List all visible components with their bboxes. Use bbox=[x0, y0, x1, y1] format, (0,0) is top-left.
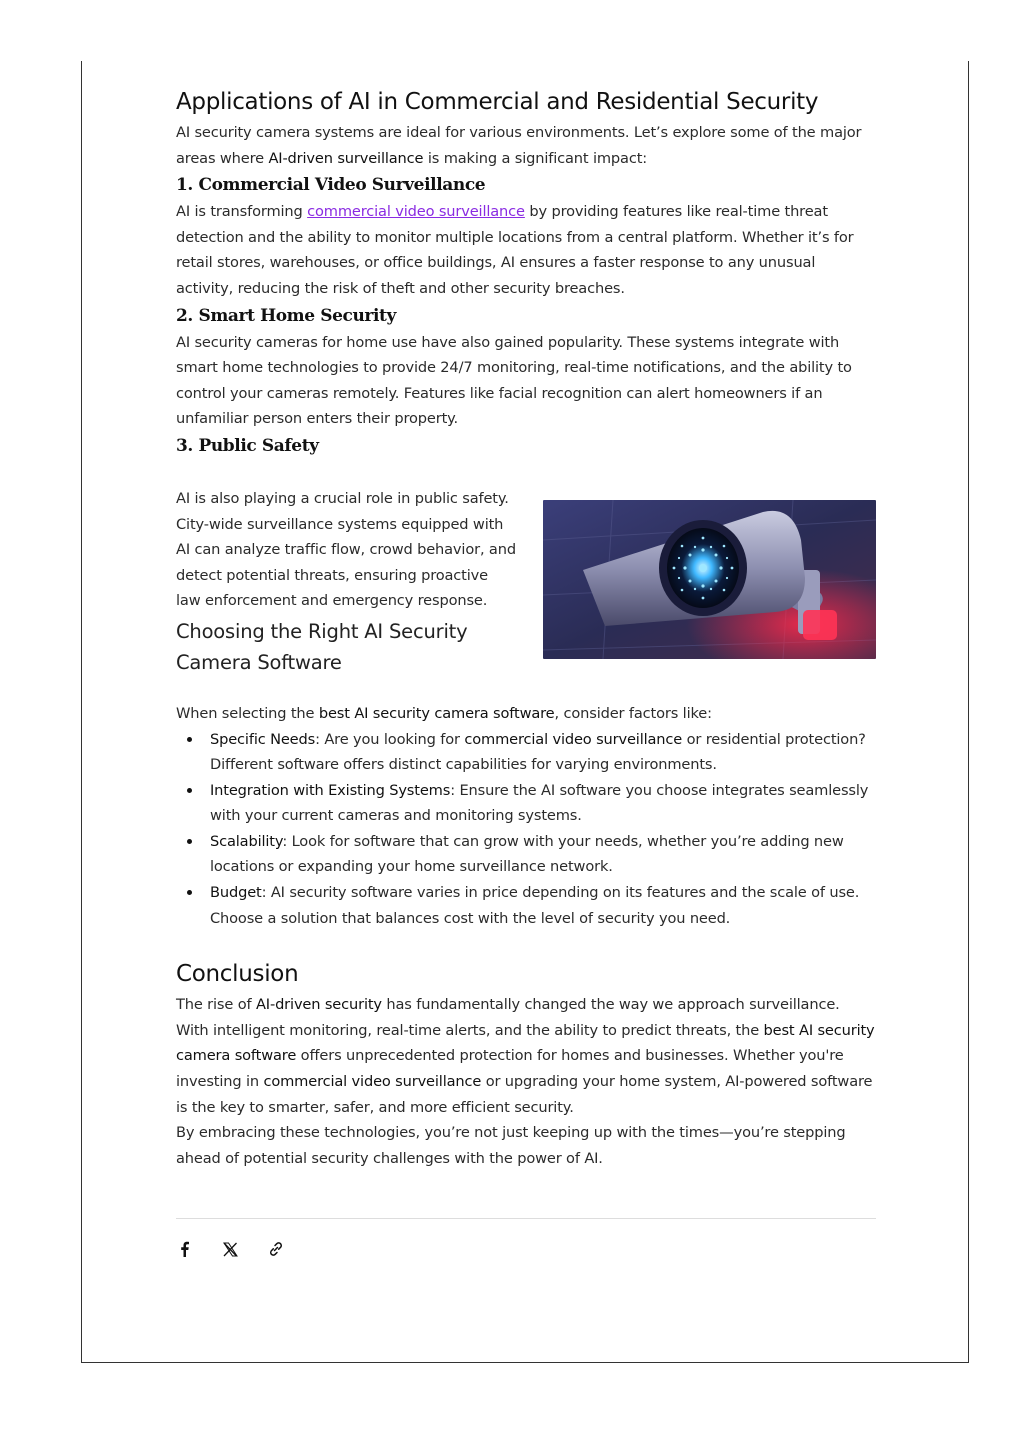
article-content bbox=[176, 84, 876, 1259]
commercial-paragraph bbox=[176, 199, 876, 301]
security-camera-image bbox=[543, 500, 876, 659]
spacer bbox=[176, 460, 876, 486]
factors-list bbox=[176, 727, 876, 932]
list-item bbox=[210, 829, 876, 880]
conclusion-heading: Conclusion bbox=[176, 961, 299, 988]
public-safety-paragraph: AI is also playing a crucial role in public safety. City-wide surveillance systems equipped with AI can analyze traffic flow, crowd behavior, and detect potential threats, ensuring proactive law enforcement and emergency response. bbox=[176, 489, 516, 610]
factor-title: Scalability bbox=[210, 832, 283, 850]
conclusion-strong: best AI security camera software bbox=[176, 1021, 875, 1065]
factor-text: : Ensure the AI software you choose integrates seamlessly with your current cameras and monitoring systems. bbox=[210, 781, 869, 825]
share-bar bbox=[176, 1239, 876, 1259]
factor-text: : AI security software varies in price depending on its features and the scale of use. Choose a solution that balances cost with the level of security you need. bbox=[210, 884, 860, 927]
choosing-text-end: , consider factors like: bbox=[554, 704, 712, 722]
conclusion-text: offers unprecedented protection for homes and businesses. Whether you're investing in bbox=[176, 1047, 844, 1091]
intro-text-end: is making a significant impact: bbox=[423, 149, 648, 167]
commercial-text: AI is transforming bbox=[176, 203, 308, 221]
conclusion-strong: commercial video surveillance bbox=[263, 1073, 482, 1091]
factor-title: Integration with Existing Systems bbox=[210, 781, 451, 799]
choosing-strong: best AI security camera software bbox=[318, 704, 555, 722]
list-item bbox=[210, 778, 876, 829]
conclusion-text: or upgrading your home system, AI-powered software is the key to smarter, safer, and more efficient security. bbox=[176, 1073, 873, 1116]
subheading-commercial: 1. Commercial Video Surveillance bbox=[176, 175, 486, 196]
conclusion-text: has fundamentally changed the way we approach surveillance. With intelligent monitoring, real-time alerts, and the ability to predict threats, the bbox=[176, 996, 840, 1039]
public-safety-row bbox=[176, 486, 876, 678]
conclusion-text: The rise of bbox=[176, 996, 256, 1014]
facebook-icon[interactable] bbox=[176, 1241, 192, 1257]
conclusion-strong: AI-driven security bbox=[255, 996, 382, 1014]
intro-text: AI security camera systems are ideal for various environments. Let’s explore some of the major areas where bbox=[176, 124, 862, 167]
intro-strong: AI-driven surveillance bbox=[268, 149, 424, 167]
commercial-text-end: by providing features like real-time threat detection and the ability to monitor multiple locations from a central platform. Whether it’s for retail stores, warehouses, or office buildings, AI ensures a faster response to any unusual activity, reducing the risk of theft and other security breaches. bbox=[176, 203, 854, 297]
divider bbox=[176, 1218, 876, 1219]
conclusion-paragraph bbox=[176, 992, 876, 1120]
commercial-surveillance-link[interactable]: commercial video surveillance bbox=[307, 203, 525, 221]
subheading-public-safety: 3. Public Safety bbox=[176, 435, 319, 456]
factor-strong: commercial video surveillance bbox=[464, 730, 683, 748]
subheading-smart-home: 2. Smart Home Security bbox=[176, 305, 396, 326]
x-icon[interactable] bbox=[222, 1241, 238, 1257]
choosing-text: When selecting the bbox=[176, 704, 319, 722]
factor-text-end: or residential protection? Different software offers distinct capabilities for varying environments. bbox=[210, 730, 866, 774]
factor-text: : Are you looking for bbox=[315, 730, 465, 748]
conclusion-paragraph-2: By embracing these technologies, you’re not just keeping up with the times—you’re stepping ahead of potential security challenges with the power of AI. bbox=[176, 1124, 846, 1167]
link-icon[interactable] bbox=[268, 1241, 284, 1257]
list-item bbox=[210, 727, 876, 778]
factor-text: : Look for software that can grow with your needs, whether you’re adding new locations or expanding your home surveillance network. bbox=[210, 832, 844, 876]
choosing-intro bbox=[176, 701, 876, 727]
list-item bbox=[210, 880, 876, 931]
intro-paragraph bbox=[176, 120, 876, 171]
public-safety-text-column bbox=[176, 486, 516, 678]
smart-home-paragraph: AI security cameras for home use have also gained popularity. These systems integrate with smart home technologies to provide 24/7 monitoring, real-time notifications, and the ability to control your cameras remotely. Features like facial recognition can alert homeowners if an unfamiliar person enters their property. bbox=[176, 333, 852, 428]
section-heading-applications: Applications of AI in Commercial and Residential Security bbox=[176, 89, 819, 115]
factor-title: Specific Needs bbox=[210, 730, 316, 748]
choosing-heading: Choosing the Right AI Security Camera Software bbox=[176, 619, 468, 674]
factor-title: Budget bbox=[210, 884, 262, 902]
